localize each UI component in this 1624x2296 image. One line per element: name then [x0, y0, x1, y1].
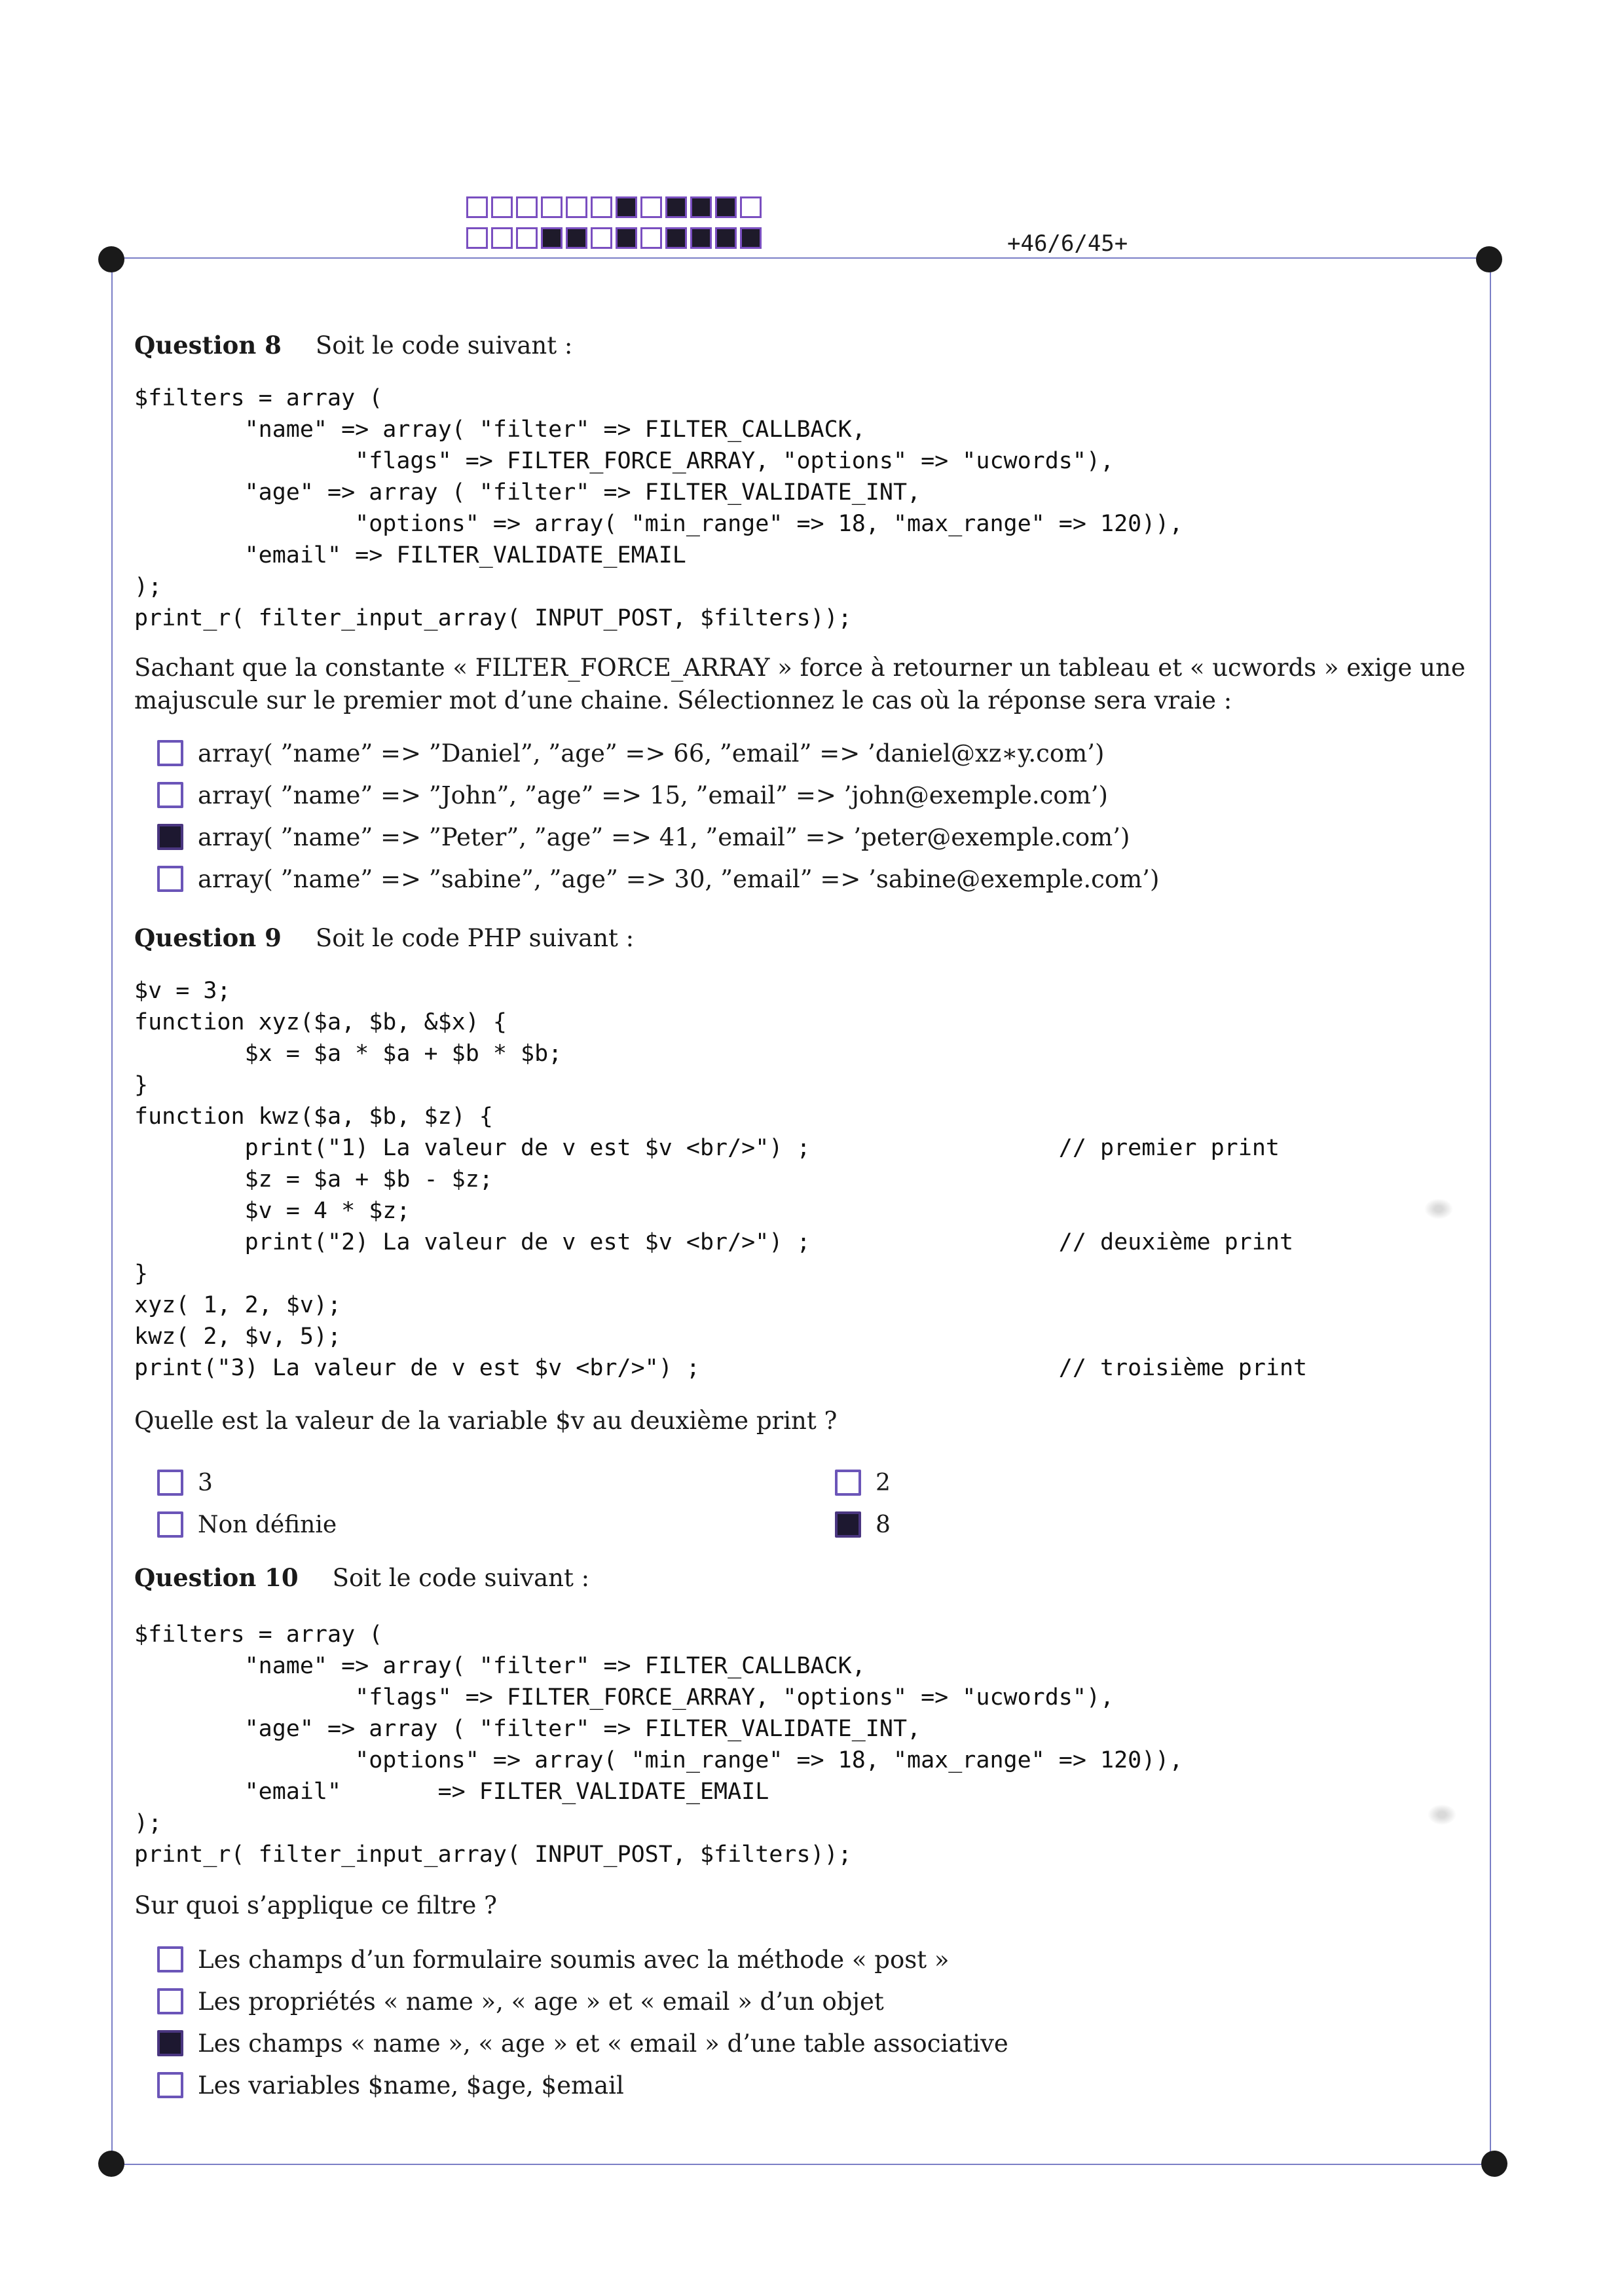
answer-choice[interactable] [835, 1504, 1074, 1546]
question-9-code: $v = 3; function xyz($a, $b, &$x) { $x = $a * $a + $b * $b; } function kwz($a, $b, $z) { print("1) La valeur de v est $v <br/>") ; // premier print $z = $a + $b - $z; $v = 4 * $z; print("2) La valeur de v est $v <br/>") ; // deuxième print } xyz( 1, 2, $v); kwz( 2, $v, 5); print("3) La valeur de v est $v <br/>") ; // troisième print [134, 978, 1308, 1381]
question-8-header [134, 331, 572, 360]
answer-label: array( ”name” => ”Peter”, ”age” => 41, ”email” => ’peter@exemple.com’) [198, 823, 1130, 851]
checkbox[interactable] [157, 2072, 183, 2098]
answer-choice[interactable] [157, 1504, 835, 1546]
answer-choice[interactable] [157, 858, 1159, 900]
checkbox[interactable] [157, 2030, 183, 2056]
checkbox[interactable] [157, 1946, 183, 1972]
barcode-row-2 [466, 227, 762, 249]
barcode-cell [566, 196, 587, 218]
answer-label: Les champs « name », « age » et « email » d’une table associative [198, 2029, 1008, 2058]
checkbox[interactable] [157, 824, 183, 850]
answer-label: 3 [198, 1469, 213, 1496]
barcode-cell [665, 227, 687, 249]
answer-choice[interactable] [157, 2022, 1008, 2064]
barcode-cell [516, 196, 538, 218]
question-number: Question 10 [134, 1563, 299, 1592]
barcode-cell [690, 227, 712, 249]
barcode-cell [715, 227, 737, 249]
barcode-cell [466, 227, 488, 249]
answer-label: Les variables $name, $age, $email [198, 2071, 624, 2100]
barcode-row-1 [466, 196, 762, 218]
frame-top-line [111, 257, 1486, 259]
frame-bottom-line [111, 2164, 1493, 2165]
question-9-choices [157, 1462, 1074, 1546]
answer-choice[interactable] [157, 1938, 1008, 1980]
corner-mark-bottom-right [1481, 2151, 1507, 2177]
barcode-cell [616, 196, 637, 218]
scan-smudge [1424, 1198, 1453, 1219]
barcode-cell [491, 227, 513, 249]
checkbox[interactable] [157, 866, 183, 892]
scan-smudge [1428, 1804, 1456, 1825]
answer-label: Les propriétés « name », « age » et « email » d’un objet [198, 1987, 884, 2016]
checkbox[interactable] [157, 1470, 183, 1496]
answer-label: array( ”name” => ”sabine”, ”age” => 30, ”email” => ’sabine@exemple.com’) [198, 864, 1160, 893]
barcode-cell [616, 227, 637, 249]
barcode-cell [541, 227, 563, 249]
checkbox[interactable] [157, 1988, 183, 2014]
page-id: +46/6/45+ [1007, 231, 1128, 257]
answer-label: array( ”name” => ”Daniel”, ”age” => 66, ”email” => ’daniel@xz∗y.com’) [198, 739, 1105, 768]
question-9-header [134, 923, 634, 952]
answer-label: array( ”name” => ”John”, ”age” => 15, ”email” => ’john@exemple.com’) [198, 781, 1108, 809]
answer-choice[interactable] [157, 2064, 1008, 2106]
answer-choice[interactable] [157, 1462, 835, 1504]
barcode-cell [690, 196, 712, 218]
checkbox[interactable] [835, 1511, 861, 1538]
answer-label: 2 [876, 1469, 891, 1496]
question-intro: Soit le code PHP suivant : [315, 924, 635, 952]
answer-choice[interactable] [157, 1980, 1008, 2022]
answer-choice[interactable] [157, 816, 1159, 858]
answer-choice[interactable] [835, 1462, 1074, 1504]
barcode-cell [466, 196, 488, 218]
corner-mark-top-left [98, 246, 124, 272]
checkbox[interactable] [157, 740, 183, 766]
checkbox[interactable] [157, 1511, 183, 1538]
checkbox[interactable] [157, 782, 183, 808]
answer-choice[interactable] [157, 774, 1159, 816]
answer-label: Non définie [198, 1511, 337, 1538]
barcode-cell [591, 227, 612, 249]
answer-label: Les champs d’un formulaire soumis avec la méthode « post » [198, 1945, 950, 1974]
question-intro: Soit le code suivant : [332, 1564, 590, 1592]
answer-choice[interactable] [157, 732, 1159, 774]
barcode-cell [740, 227, 762, 249]
barcode-cell [591, 196, 612, 218]
question-9-text: Quelle est la valeur de la variable $v au deuxième print ? [134, 1407, 838, 1435]
question-10-code: $filters = array ( "name" => array( "filter" => FILTER_CALLBACK, "flags" => FILTER_FORCE_ARRAY, "options" => "ucwords"), "age" => array ( "filter" => FILTER_VALIDATE_INT, "options" => array( "min_range" => 18, "max_range" => 120)), "email" => FILTER_VALIDATE_EMAIL ); print_r( filter_input_array( INPUT_POST, $filters)); [134, 1621, 1183, 1868]
barcode-cell [640, 196, 662, 218]
question-10-text: Sur quoi s’applique ce filtre ? [134, 1891, 497, 1919]
barcode-cell [491, 196, 513, 218]
barcode-cell [665, 196, 687, 218]
question-8-choices [157, 732, 1159, 900]
question-number: Question 8 [134, 331, 282, 360]
checkbox[interactable] [835, 1470, 861, 1496]
question-10-choices [157, 1938, 1008, 2106]
question-8-code: $filters = array ( "name" => array( "filter" => FILTER_CALLBACK, "flags" => FILTER_FORCE_ARRAY, "options" => "ucwords"), "age" => array ( "filter" => FILTER_VALIDATE_INT, "options" => array( "min_range" => 18, "max_range" => 120)), "email" => FILTER_VALIDATE_EMAIL ); print_r( filter_input_array( INPUT_POST, $filters)); [134, 385, 1183, 631]
barcode-cell [541, 196, 563, 218]
question-10-header [134, 1563, 589, 1592]
barcode-cell [740, 196, 762, 218]
question-intro: Soit le code suivant : [315, 331, 573, 360]
corner-mark-top-right [1476, 246, 1502, 272]
barcode-cell [516, 227, 538, 249]
frame-left-line [111, 257, 113, 2165]
answer-label: 8 [876, 1511, 891, 1538]
barcode-cell [715, 196, 737, 218]
corner-mark-bottom-left [98, 2151, 124, 2177]
barcode-cell [566, 227, 587, 249]
question-number: Question 9 [134, 923, 282, 952]
question-8-text: Sachant que la constante « FILTER_FORCE_ARRAY » force à retourner un tableau et « ucwords » exige une majuscule sur le premier mot d’une chaine. Sélectionnez le cas où la réponse sera vraie : [134, 654, 1466, 714]
barcode-cell [640, 227, 662, 249]
frame-right-line [1490, 257, 1491, 2165]
